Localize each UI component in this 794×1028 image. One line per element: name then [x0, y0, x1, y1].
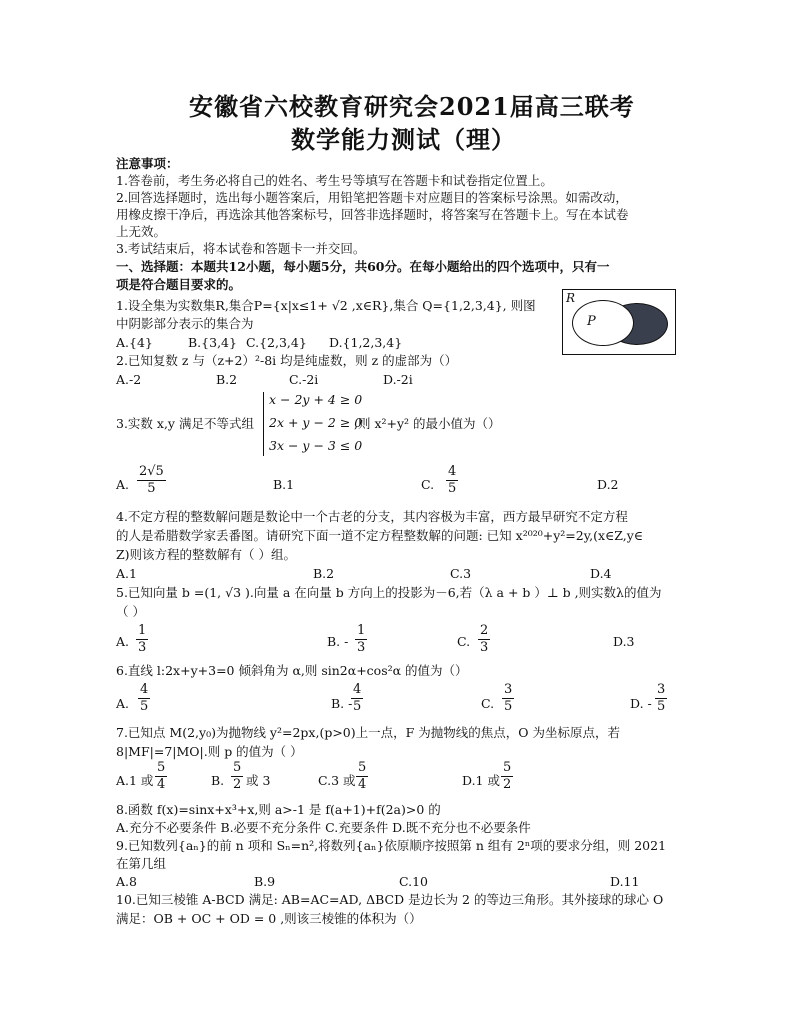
option-c: C. — [481, 696, 495, 711]
option-d-fraction: $\frac{5}{2}$ — [503, 760, 512, 792]
option-b-tail: 或 3 — [246, 773, 271, 788]
question-1-stem: 中阴影部分表示的集合为 — [116, 316, 254, 331]
option-b-fraction: $\frac{5}{2}$ — [233, 760, 242, 792]
question-4-stem: Z)则该方程的整数解有（ ）组。 — [116, 547, 297, 562]
option-d: D.-2i — [383, 372, 413, 387]
option-d: D.4 — [590, 566, 612, 581]
question-7-stem: 8|MF|=7|MO|.则 p 的值为（ ） — [116, 744, 303, 759]
option-c: C.3 或 — [318, 773, 356, 788]
option-b: B. — [211, 773, 225, 788]
option-b: B.{3,4} — [188, 335, 237, 350]
option-b: B. - — [331, 696, 353, 711]
option-b-fraction: $\frac{4}{5}$ — [353, 682, 362, 714]
option-d: D.2 — [597, 477, 619, 492]
option-c-fraction: $\frac{2}{3}$ — [480, 623, 489, 655]
option-a: A.1 或 — [116, 773, 154, 788]
inequality-1: x − 2y + 4 ≥ 0 — [269, 392, 363, 407]
question-8-stem: 8.函数 f(x)=sinx+x³+x,则 a>-1 是 f(a+1)+f(2a)>0 的 — [116, 802, 441, 817]
option-d: D.1 或 — [462, 773, 500, 788]
question-5-stem: （ ） — [116, 604, 145, 619]
inequality-2: 2x + y − 2 ≥ 0 — [269, 415, 363, 430]
option-b: B.2 — [216, 372, 238, 387]
option-a: A.8 — [116, 874, 137, 889]
question-9-stem: 9.已知数列{aₙ}的前 n 项和 Sₙ=n²,将数列{aₙ}依原顺序按照第 n 组有 2ⁿ项的要求分组，则 2021 — [116, 838, 667, 853]
system-brace — [263, 392, 264, 456]
option-a: A. — [116, 634, 130, 649]
option-a-fraction: $\frac{5}{4}$ — [157, 760, 166, 792]
note-line: 3.考试结束后，将本试卷和答题卡一并交回。 — [116, 241, 366, 256]
option-a: A.{4} — [116, 335, 153, 350]
venn-label-r: R — [566, 291, 576, 305]
option-a-fraction: $\frac{1}{3}$ — [138, 623, 147, 655]
option-d: D.3 — [613, 634, 635, 649]
option-d: D.11 — [610, 874, 640, 889]
venn-set-p — [572, 300, 634, 346]
option-a: A.-2 — [116, 372, 142, 387]
question-2-stem: 2.已知复数 z 与（z+2）²-8i 均是纯虚数，则 z 的虚部为（） — [116, 353, 458, 368]
option-c: C. — [457, 634, 471, 649]
option-c: C.10 — [399, 874, 428, 889]
question-10-stem: 10.已知三棱锥 A-BCD 满足: AB=AC=AD, ΔBCD 是边长为 2 的等边三角形。其外接球的球心 O — [116, 892, 664, 907]
page-title: 安徽省六校教育研究会2021届高三联考 — [189, 92, 635, 121]
option-b: B. - — [327, 634, 349, 649]
question-4-stem: 4.不定方程的整数解问题是数论中一个古老的分支，其内容极为丰富，西方最早研究不定方程 — [116, 509, 628, 524]
section-heading: 项是符合题目要求的。 — [116, 277, 242, 292]
option-b: B.2 — [313, 566, 335, 581]
inequality-3: 3x − y − 3 ≤ 0 — [269, 438, 363, 453]
option-c: C. — [421, 477, 435, 492]
section-heading: 一、选择题：本题共12小题，每小题5分，共60分。在每小题给出的四个选项中，只有一 — [116, 259, 610, 274]
note-line: 2.回答选择题时，选出每小题答案后，用铅笔把答题卡对应题目的答案标号涂黑。如需改动， — [116, 190, 628, 205]
question-9-stem: 在第几组 — [116, 856, 167, 871]
venn-diagram — [562, 289, 676, 355]
option-b: B.9 — [254, 874, 276, 889]
option-a: A.1 — [116, 566, 137, 581]
question-3-stem: 3.实数 x,y 满足不等式组 — [116, 416, 254, 431]
question-1-stem: 1.设全集为实数集R,集合P={x|x≤1+ √2 ,x∈R},集合 Q={1,2,3,4}, 则图 — [116, 298, 536, 313]
option-c-fraction: $\frac{4}{5}$ — [448, 464, 457, 496]
note-line: 上无效。 — [116, 224, 167, 239]
option-c-fraction: $\frac{3}{5}$ — [504, 682, 513, 714]
option-c: C.3 — [450, 566, 472, 581]
question-5-stem: 5.已知向量 b =(1, √3 ).向量 a 在向量 b 方向上的投影为－6,若（λ a + b ）⊥ b ,则实数λ的值为 — [116, 585, 662, 600]
option-a-fraction: $\frac{2√5}{5}$ — [139, 464, 164, 496]
question-6-stem: 6.直线 l:2x+y+3=0 倾斜角为 α,则 sin2α+cos²α 的值为（） — [116, 663, 468, 678]
question-7-stem: 7.已知点 M(2,y₀)为抛物线 y²=2px,(p>0)上一点，F 为抛物线的焦点，O 为坐标原点，若 — [116, 725, 620, 740]
question-3-tail: ,则 x²+y² 的最小值为（） — [354, 416, 501, 431]
option-a: A. — [116, 477, 130, 492]
page-subtitle: 数学能力测试（理） — [291, 125, 516, 154]
option-a: A. — [116, 696, 130, 711]
option-b: B.1 — [273, 477, 295, 492]
venn-label-p: P — [587, 314, 596, 329]
option-c-fraction: $\frac{5}{4}$ — [358, 760, 367, 792]
question-4-stem: 的人是希腊数学家丢番图。请研究下面一道不定方程整数解的问题: 已知 x²⁰²⁰+y²=2y,(x∈Z,y∈ — [116, 528, 644, 543]
option-d-fraction: $\frac{3}{5}$ — [657, 682, 666, 714]
option-d: D. - — [630, 696, 652, 711]
option-d: D.{1,2,3,4} — [329, 335, 403, 350]
notes-heading: 注意事项： — [116, 156, 179, 171]
question-8-options: A.充分不必要条件 B.必要不充分条件 C.充要条件 D.既不充分也不必要条件 — [116, 820, 531, 835]
option-b-fraction: $\frac{1}{3}$ — [357, 623, 366, 655]
note-line: 1.答卷前，考生务必将自己的姓名、考生号等填写在答题卡和试卷指定位置上。 — [116, 173, 553, 188]
option-a-fraction: $\frac{4}{5}$ — [140, 682, 149, 714]
question-10-stem: 满足：OB + OC + OD = 0 ,则该三棱锥的体积为（） — [116, 911, 422, 926]
note-line: 用橡皮擦干净后，再选涂其他答案标号，回答非选择题时，将答案写在答题卡上。写在本试卷 — [116, 207, 629, 222]
option-c: C.-2i — [289, 372, 319, 387]
option-c: C.{2,3,4} — [246, 335, 307, 350]
